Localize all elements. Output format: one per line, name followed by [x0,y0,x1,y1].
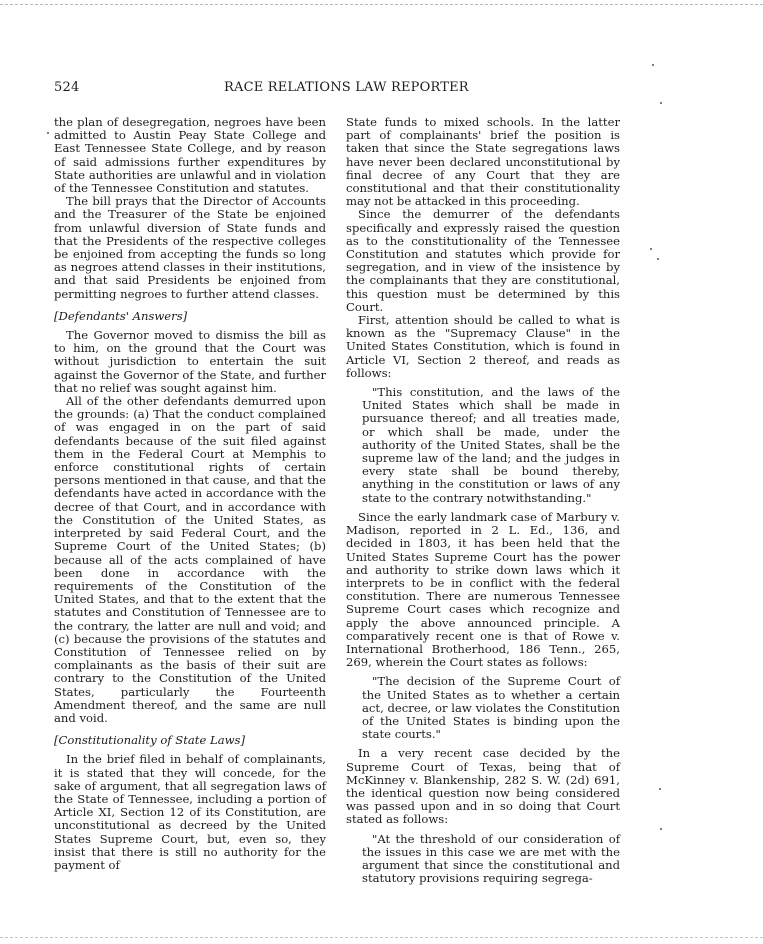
paragraph: State funds to mixed schools. In the latter part of complainants' brief the position is taken that since the State segregations laws have never been declared unconstitutional by final decree of any Court that they are constitutional and that their constitutionality may not be attacked in this proceeding. [346,115,620,209]
scan-speck [660,102,662,104]
block-quote [362,833,620,886]
scan-speck [657,258,659,260]
paragraph: the plan of desegregation, negroes have been admitted to Austin Peay State College and East Tennessee State College, and by reason of said admissions further expenditures by State authorities are unlawful and in violation of the Tennessee Constitution and statutes. [54,115,326,196]
paragraph: The Governor moved to dismiss the bill as to him, on the ground that the Court was without jurisdiction to entertain the suit against the Governor of the State, and further that no relief was sought against him. [54,328,326,395]
section-heading: [Defendants' Answers] [54,308,188,323]
paragraph: Since the demurrer of the defendants specifically and expressly raised the question as to the constitutionality of the Tennessee Constitution and statutes which provide for segregation, and in view of the insistence by the complainants that they are constitutional, this question must be determined by this Court. [346,207,620,314]
paragraph: First, attention should be called to what is known as the "Supremacy Clause" in the United States Constitution, which is found in Article VI, Section 2 thereof, and reads as follows: [346,313,620,380]
scan-speck [652,64,654,66]
scan-speck [660,828,662,830]
paragraph: In a very recent case decided by the Supreme Court of Texas, being that of McKinney v. Blankenship, 282 S. W. (2d) 691, the identical question now being considered was passed upon and in so doing that Court stated as follows: [346,746,620,827]
block-quote [362,675,620,741]
scan-edge-bottom [0,937,763,938]
page-header [54,80,682,100]
quote-text: "This constitution, and the laws of the United States which shall be made in pursuance thereof; and all treaties made, or which shall be made, under the authority of the United States, shall be the supreme law of the land; and the judges in every state shall be bound thereby, anything in the constitution or laws of any state to the contrary notwithstanding." [362,385,620,505]
scan-speck [659,788,661,790]
paragraph: Since the early landmark case of Marbury v. Madison, reported in 2 L. Ed., 136, and decided in 1803, it has been held that the United States Supreme Court has the power and authority to strike down laws which it interprets to be in conflict with the federal constitution. There are numerous Tennessee Supreme Court cases which recognize and apply the above announced principle. A comparatively recent one is that of Rowe v. International Brotherhood, 186 Tenn., 265, 269, wherein the Court states as follows: [346,509,620,670]
scan-speck [47,132,49,134]
block-quote [362,386,620,505]
scan-edge-top [0,4,763,5]
paragraph: The bill prays that the Director of Accounts and the Treasurer of the State be enjoined from unlawful diversion of State funds and that the Presidents of the respective colleges be enjoined from accepting the funds so long as negroes attend classes in their institutions, and that said Presidents be enjoined from permitting negroes to further attend classes. [54,194,326,301]
right-column [346,116,620,891]
section-heading: [Constitutionality of State Laws] [54,733,246,748]
quote-text: "The decision of the Supreme Court of the United States as to whether a certain act, decree, or law violates the Constitution of the United States is binding upon the state courts." [362,674,620,742]
journal-title: RACE RELATIONS LAW REPORTER [224,80,469,95]
page-number: 524 [54,80,80,95]
paragraph: In the brief filed in behalf of complainants, it is stated that they will concede, for the sake of argument, that all segregation laws of the State of Tennessee, including a portion of Article XI, Section 12 of its Constitution, are unconstitutional as decreed by the United States Supreme Court, but, even so, they insist that there is still no authority for the payment of [54,752,326,872]
scan-speck [650,248,652,250]
quote-text: "At the threshold of our consideration of the issues in this case we are met with the argument that since the constitutional and statutory provisions requiring segrega- [362,831,620,886]
paragraph: All of the other defendants demurred upon the grounds: (a) That the conduct complained of was engaged in on the part of said defendants because of the suit filed against them in the Federal Court at Memphis to enforce constitutional rights of certain persons mentioned in that cause, and that the defendants have acted in accordance with the decree of that Court, and in accordance with the Constitution of the United States, as interpreted by said Federal Court, and the Supreme Court of the United States; (b) because all of the acts complained of have been done in accordance with the requirements of the Constitution of the United States, and that to the extent that the statutes and Constitution of Tennessee are to the contrary, the latter are null and void; and (c) because the provisions of the statutes and Constitution of Tennessee relied on by complainants as the basis of their suit are contrary to the Constitution of the United States, particularly the Fourteenth Amendment thereof, and the same are null and void. [54,394,326,725]
left-column [54,116,326,872]
